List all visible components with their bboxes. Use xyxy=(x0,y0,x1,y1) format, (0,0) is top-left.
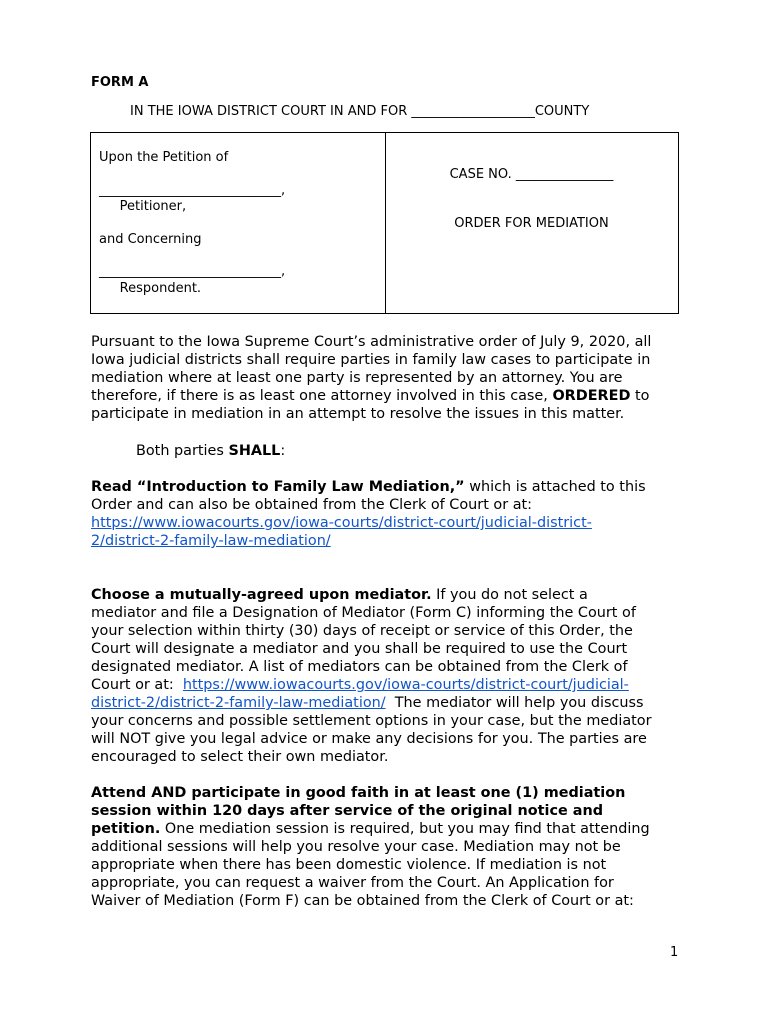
choose-heading: Choose a mutually-agreed upon mediator. xyxy=(91,587,432,603)
attend-line: Waiver of Mediation (Form F) can be obtained from the Clerk of Court or at: xyxy=(91,893,634,909)
read-text: which is attached to this xyxy=(464,479,646,495)
petitioner-label: Petitioner, xyxy=(99,199,187,214)
attend-heading: session within 120 days after service of the original notice and xyxy=(91,803,603,819)
order-title: ORDER FOR MEDIATION xyxy=(454,216,609,231)
intro-line: mediation where at least one party is represented by an attorney. You are xyxy=(91,370,623,386)
choose-text: Court or at: xyxy=(91,677,183,693)
attend-line: additional sessions will help you resolve your case. Mediation may not be xyxy=(91,839,621,855)
attend-heading: Attend AND participate in good faith in at least one (1) mediation xyxy=(91,785,626,801)
choose-line: will NOT give you legal advice or make any decisions for you. The parties are xyxy=(91,731,647,747)
attend-line xyxy=(91,802,691,820)
choose-line: your concerns and possible settlement options in your case, but the mediator xyxy=(91,713,652,729)
and-concerning-text: and Concerning xyxy=(99,231,202,247)
read-line xyxy=(91,478,691,496)
choose-line: designated mediator. A list of mediators can be obtained from the Clerk of xyxy=(91,659,628,675)
form-label: FORM A xyxy=(91,75,149,90)
attend-heading: petition. xyxy=(91,821,161,837)
read-paragraph xyxy=(91,478,691,550)
read-heading: Read “Introduction to Family Law Mediation,” xyxy=(91,479,465,495)
intro-text: to xyxy=(630,388,650,404)
both-parties-line xyxy=(136,442,736,460)
attend-line xyxy=(91,784,691,802)
intro-text: therefore, if there is as least one attorney involved in this case, xyxy=(91,388,553,404)
attend-paragraph xyxy=(91,784,691,910)
page-number: 1 xyxy=(670,945,679,960)
attend-text: One mediation session is required, but you may find that attending xyxy=(160,821,650,837)
choose-text: The mediator will help you discuss xyxy=(385,695,644,711)
attend-line xyxy=(91,820,691,838)
petitioner-blank: ____________________________, xyxy=(99,182,286,198)
case-caption-box xyxy=(90,132,679,314)
choose-line xyxy=(91,676,691,694)
ordered-emphasis: ORDERED xyxy=(552,388,631,404)
choose-line: Court will designate a mediator and you shall be required to use the Court xyxy=(91,641,628,657)
respondent-label: Respondent. xyxy=(99,280,202,296)
choose-text: If you do not select a xyxy=(431,587,588,603)
attend-line: appropriate, you can request a waiver from the Court. An Application for xyxy=(91,875,614,891)
attend-line: appropriate when there has been domestic violence. If mediation is not xyxy=(91,857,607,873)
choose-line: your selection within thirty (30) days of receipt or service of this Order, the xyxy=(91,623,633,639)
intro-line: Pursuant to the Iowa Supreme Court’s administrative order of July 9, 2020, all xyxy=(91,334,652,350)
shall-emphasis: SHALL xyxy=(228,443,281,459)
respondent-blank: ____________________________, xyxy=(99,264,286,279)
intro-paragraph xyxy=(91,333,691,423)
choose-line xyxy=(91,694,691,712)
intro-line xyxy=(91,387,691,405)
mediator-list-link[interactable]: district-2/district-2-family-law-mediation/ xyxy=(91,695,386,711)
choose-mediator-paragraph xyxy=(91,586,691,766)
choose-line: encouraged to select their own mediator. xyxy=(91,749,389,765)
court-heading: IN THE IOWA DISTRICT COURT IN AND FOR ___________________COUNTY xyxy=(130,104,590,119)
caption-parties xyxy=(99,150,285,297)
intro-line: participate in mediation in an attempt to resolve the issues in this matter. xyxy=(91,406,625,422)
mediation-info-link[interactable]: https://www.iowacourts.gov/iowa-courts/district-court/judicial-district- xyxy=(91,515,592,531)
intro-line: Iowa judicial districts shall require parties in family law cases to participate in xyxy=(91,352,651,368)
both-parties-text: Both parties xyxy=(136,443,229,459)
mediation-info-link[interactable]: 2/district-2-family-law-mediation/ xyxy=(91,533,331,549)
mediator-list-link[interactable]: https://www.iowacourts.gov/iowa-courts/district-court/judicial- xyxy=(182,677,629,693)
read-line: Order and can also be obtained from the Clerk of Court or at: xyxy=(91,497,533,513)
colon: : xyxy=(280,443,286,459)
choose-line: mediator and file a Designation of Mediator (Form C) informing the Court of xyxy=(91,605,636,621)
choose-line xyxy=(91,586,691,604)
case-number: CASE NO. _______________ xyxy=(449,167,614,182)
upon-petition-text: Upon the Petition of xyxy=(99,150,229,165)
